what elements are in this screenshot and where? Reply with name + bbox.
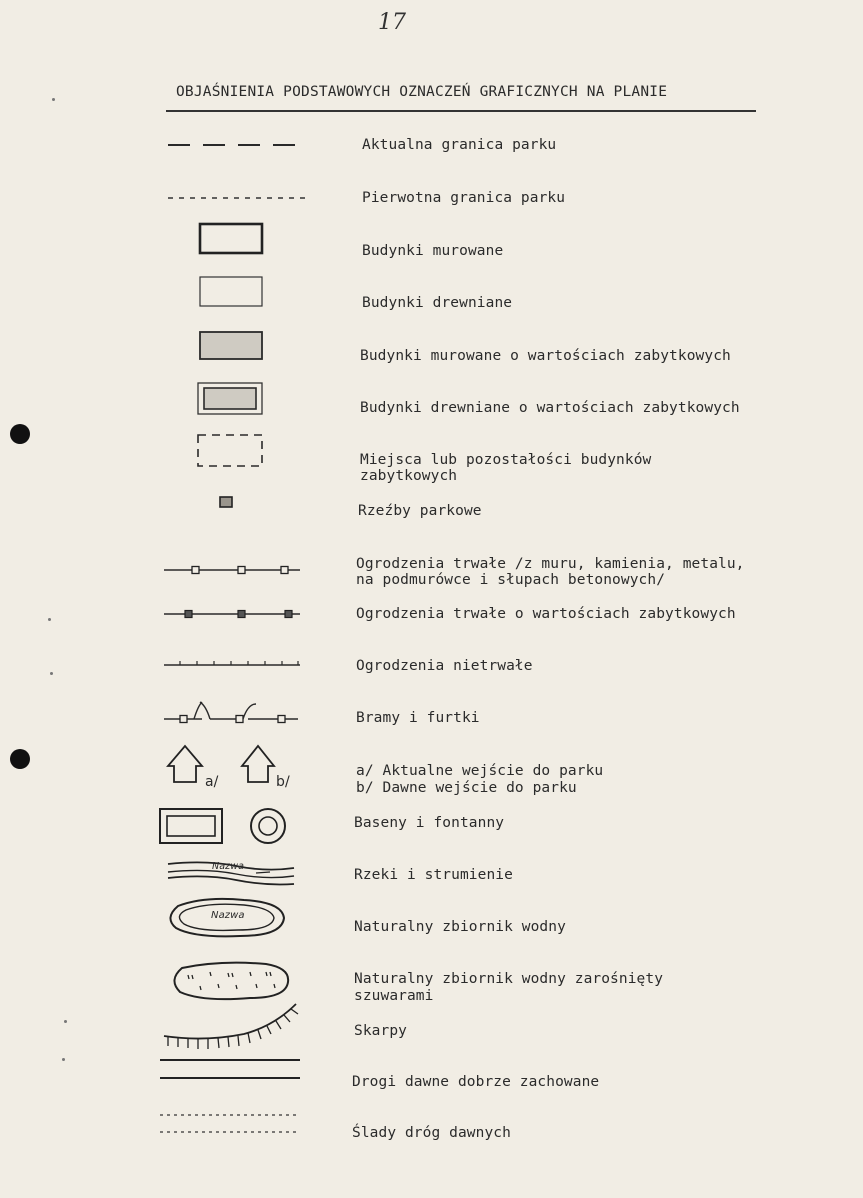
legend-label: na podmurówce i słupach betonowych/ bbox=[356, 572, 666, 588]
legend-label: Budynki murowane bbox=[362, 243, 504, 259]
legend-label: Naturalny zbiornik wodny bbox=[354, 919, 566, 935]
legend-label: Pierwotna granica parku bbox=[362, 190, 566, 206]
paper-speck bbox=[62, 1058, 65, 1061]
page-number: 17 bbox=[378, 10, 406, 35]
escarpment-icon bbox=[164, 1002, 300, 1054]
entrance-b-tag: b/ bbox=[276, 774, 290, 790]
river-name-label: Nazwa bbox=[212, 861, 245, 872]
shaded-rectangle-icon bbox=[198, 330, 266, 362]
legend-label: b/ Dawne wejście do parku bbox=[356, 780, 577, 796]
legend-label: Ogrodzenia nietrwałe bbox=[356, 658, 533, 674]
legend-label: Rzeki i strumienie bbox=[354, 867, 513, 883]
pool-fountain-icon bbox=[158, 806, 292, 848]
legend-label: Baseny i fontanny bbox=[354, 815, 505, 831]
legend-label: Ogrodzenia trwałe /z muru, kamienia, metalu, bbox=[356, 556, 745, 572]
legend-label: Skarpy bbox=[354, 1023, 407, 1039]
paper-speck bbox=[48, 618, 51, 621]
reedy-pond-icon bbox=[170, 960, 294, 1004]
title-underline bbox=[166, 110, 756, 112]
legend-label: Drogi dawne dobrze zachowane bbox=[352, 1074, 600, 1090]
legend-label: Budynki drewniane bbox=[362, 295, 513, 311]
legend-label: a/ Aktualne wejście do parku bbox=[356, 763, 604, 779]
page-title: OBJAŚNIENIA PODSTAWOWYCH OZNACZEŃ GRAFICZNYCH NA PLANIE bbox=[176, 84, 668, 100]
paper-speck bbox=[50, 672, 53, 675]
legend-label: Ogrodzenia trwałe o wartościach zabytkowych bbox=[356, 606, 736, 622]
pond-name-label: Nazwa bbox=[211, 910, 245, 921]
punch-hole-bottom bbox=[10, 749, 30, 769]
legend-label: Bramy i furtki bbox=[356, 710, 480, 726]
paper-speck bbox=[64, 1020, 67, 1023]
legend-label: Budynki murowane o wartościach zabytkowych bbox=[360, 348, 731, 364]
double-line-icon bbox=[160, 1056, 302, 1084]
paper-speck bbox=[52, 98, 55, 101]
ticked-line-icon bbox=[164, 656, 304, 670]
entrance-a-tag: a/ bbox=[205, 774, 219, 790]
dashed-rectangle-icon bbox=[196, 433, 266, 469]
legend-label: Ślady dróg dawnych bbox=[352, 1125, 511, 1141]
fence-open-posts-icon bbox=[164, 562, 304, 578]
legend-label: zabytkowych bbox=[360, 468, 458, 484]
punch-hole-top bbox=[10, 424, 30, 444]
bold-rectangle-icon bbox=[198, 222, 266, 256]
double-dotted-line-icon bbox=[160, 1110, 302, 1138]
gate-icon bbox=[164, 696, 304, 730]
legend-label: Miejsca lub pozostałości budynków bbox=[360, 452, 652, 468]
legend-label: Rzeźby parkowe bbox=[358, 503, 482, 519]
legend-label: Budynki drewniane o wartościach zabytkowych bbox=[360, 400, 740, 416]
dotted-line-icon bbox=[168, 192, 313, 204]
dashed-line-icon bbox=[168, 138, 308, 152]
double-shaded-rectangle-icon bbox=[196, 381, 266, 417]
small-square-icon bbox=[218, 495, 236, 511]
legend-label: Aktualna granica parku bbox=[362, 137, 557, 153]
legend-label: szuwarami bbox=[354, 988, 434, 1004]
fence-filled-posts-icon bbox=[164, 606, 304, 622]
thin-rectangle-icon bbox=[198, 275, 266, 309]
legend-label: Naturalny zbiornik wodny zarośnięty bbox=[354, 971, 664, 987]
